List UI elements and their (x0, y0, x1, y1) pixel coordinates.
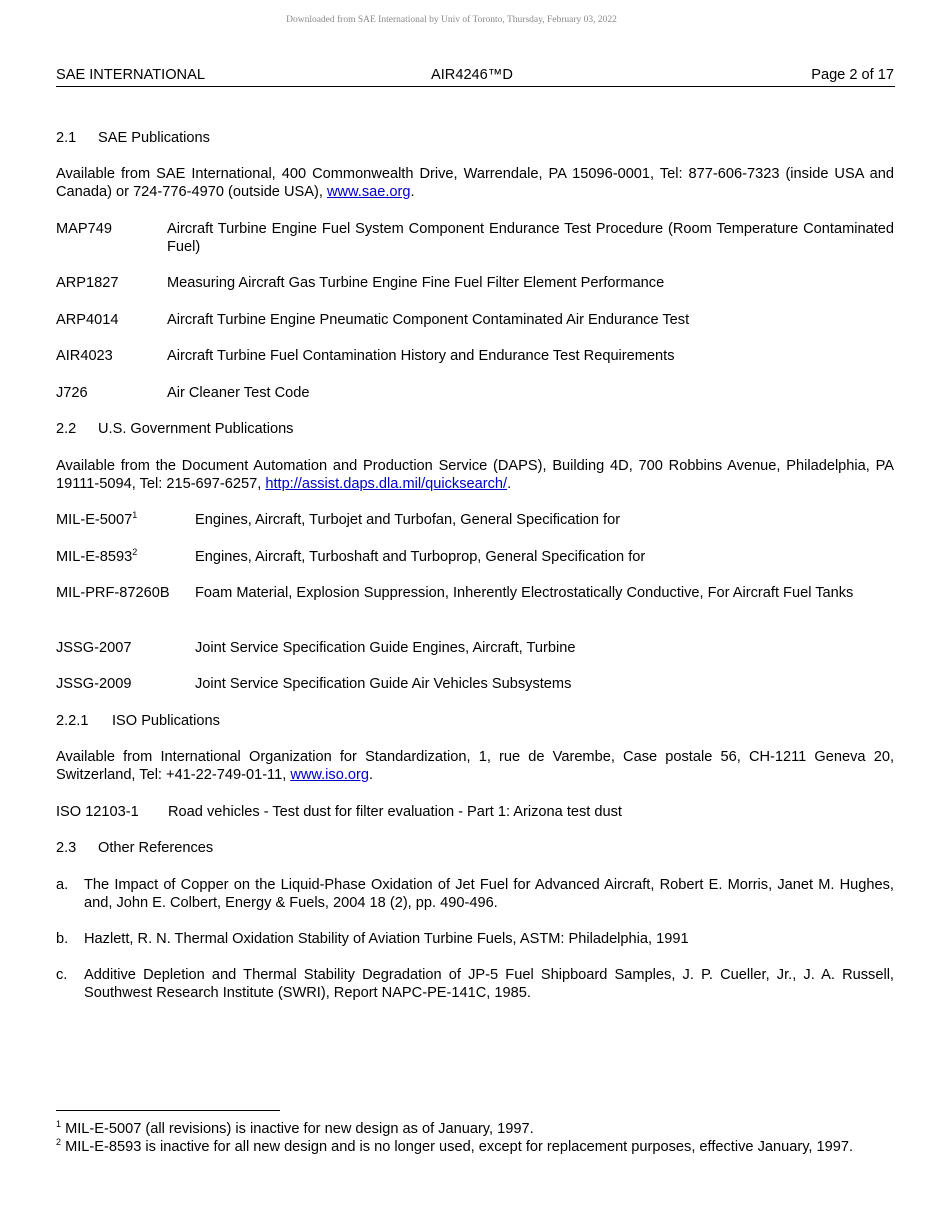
footnote-text: MIL-E-8593 is inactive for all new design and is no longer used, except for replacement purposes, effective January, 1997. (61, 1139, 854, 1155)
footnote-1 (56, 1120, 894, 1138)
reference-description: Aircraft Turbine Fuel Contamination History and Endurance Test Requirements (167, 348, 675, 364)
list-item-letter: b. (56, 931, 69, 947)
reference-code: MIL-PRF-87260B (56, 585, 170, 601)
reference-code: JSSG-2009 (56, 676, 132, 692)
reference-code-text: MIL-E-8593 (56, 549, 133, 565)
reference-code (56, 548, 137, 566)
reference-description: Joint Service Specification Guide Engines, Aircraft, Turbine (195, 640, 576, 656)
iso-link[interactable]: www.iso.org (290, 767, 369, 783)
reference-code: MAP749 (56, 221, 112, 237)
header-rule (56, 86, 895, 87)
list-item-letter: a. (56, 877, 69, 893)
iso-availability-paragraph (56, 748, 894, 784)
section-number: 2.1 (56, 130, 77, 146)
footnote-text: MIL-E-5007 (all revisions) is inactive for new design as of January, 1997. (61, 1121, 534, 1137)
reference-description: Air Cleaner Test Code (167, 385, 310, 401)
reference-description: Foam Material, Explosion Suppression, Inherently Electrostatically Conductive, For Aircraft Fuel Tanks (195, 585, 854, 601)
reference-row (56, 384, 894, 402)
section-heading-2-1 (56, 129, 894, 147)
reference-row (56, 639, 894, 657)
availability-end: . (368, 767, 374, 783)
reference-code-text: MIL-E-5007 (56, 512, 133, 528)
reference-row (56, 548, 894, 566)
list-item-text: Hazlett, R. N. Thermal Oxidation Stability of Aviation Turbine Fuels, ASTM: Philadelphia, 1991 (84, 931, 689, 947)
header-page-number: Page 2 of 17 (811, 67, 894, 83)
reference-row (56, 274, 894, 292)
reference-code: ARP1827 (56, 275, 119, 291)
reference-row (56, 675, 894, 693)
header-doc-number: AIR4246™D (431, 67, 513, 83)
reference-code: AIR4023 (56, 348, 113, 364)
availability-text: Available from the Document Automation and Production Service (DAPS), Building 4D, 700 Robbins Avenue, Philadelphia, PA 19111-5094, Tel: 215-697-6257, (56, 458, 894, 492)
list-item (56, 876, 894, 912)
reference-description: Engines, Aircraft, Turbojet and Turbofan, General Specification for (195, 512, 621, 528)
footnote-2 (56, 1138, 894, 1156)
availability-text: Available from International Organization for Standardization, 1, rue de Varembe, Case postale 56, CH-1211 Geneva 20, Switzerland, Tel: +41-22-749-01-11, (56, 749, 894, 783)
reference-code (56, 511, 137, 529)
footnote-number: 2 (56, 1137, 62, 1148)
list-item-letter: c. (56, 967, 68, 983)
reference-description: Aircraft Turbine Engine Pneumatic Component Contaminated Air Endurance Test (167, 312, 690, 328)
reference-row (56, 584, 894, 620)
header-publisher: SAE INTERNATIONAL (56, 67, 205, 83)
footnote-rule (56, 1110, 280, 1111)
sae-availability-paragraph (56, 165, 894, 201)
reference-row (56, 347, 894, 365)
footnote-number: 1 (56, 1119, 62, 1130)
daps-availability-paragraph (56, 457, 894, 493)
reference-row (56, 220, 894, 256)
section-title: U.S. Government Publications (98, 421, 294, 437)
availability-end: . (410, 184, 415, 200)
section-title: ISO Publications (112, 713, 220, 729)
reference-code: JSSG-2007 (56, 640, 132, 656)
section-heading-2-2-1 (56, 712, 894, 730)
reference-description: Road vehicles - Test dust for filter evaluation - Part 1: Arizona test dust (168, 804, 622, 820)
section-title: SAE Publications (98, 130, 210, 146)
reference-description: Aircraft Turbine Engine Fuel System Component Endurance Test Procedure (Room Temperature Contaminated Fuel) (167, 221, 894, 255)
reference-row (56, 803, 894, 821)
list-item (56, 966, 894, 1002)
section-number: 2.3 (56, 840, 77, 856)
list-item-text: Additive Depletion and Thermal Stability Degradation of JP-5 Fuel Shipboard Samples, J. P. Cueller, Jr., J. A. Russell, Southwest Research Institute (SWRI), Report NAPC-PE-141C, 1985. (84, 967, 894, 1001)
section-number: 2.2 (56, 421, 77, 437)
assist-link[interactable]: http://assist.daps.dla.mil/quicksearch/ (265, 476, 508, 492)
reference-description: Joint Service Specification Guide Air Vehicles Subsystems (195, 676, 572, 692)
section-heading-2-2 (56, 420, 894, 438)
list-item (56, 930, 894, 948)
footnote-marker[interactable]: 2 (132, 547, 138, 558)
list-item-text: The Impact of Copper on the Liquid-Phase Oxidation of Jet Fuel for Advanced Aircraft, Robert E. Morris, Janet M. Hughes, and, John E. Colbert, Energy & Fuels, 2004 18 (2), pp. 490-496. (84, 877, 894, 911)
section-number: 2.2.1 (56, 713, 89, 729)
footnote-marker[interactable]: 1 (132, 510, 138, 521)
section-heading-2-3 (56, 839, 894, 857)
reference-description: Measuring Aircraft Gas Turbine Engine Fine Fuel Filter Element Performance (167, 275, 665, 291)
sae-link[interactable]: www.sae.org (326, 184, 411, 200)
section-title: Other References (98, 840, 214, 856)
availability-text: Available from SAE International, 400 Commonwealth Drive, Warrendale, PA 15096-0001, Tel: 877-606-7323 (inside USA and Canada) or 724-776-4970 (outside USA), (56, 166, 894, 200)
reference-code: ARP4014 (56, 312, 119, 328)
reference-description: Engines, Aircraft, Turboshaft and Turboprop, General Specification for (195, 549, 646, 565)
download-note: Downloaded from SAE International by Univ of Toronto, Thursday, February 03, 2022 (286, 15, 617, 25)
reference-row (56, 311, 894, 329)
reference-code: J726 (56, 385, 88, 401)
availability-end: . (507, 476, 512, 492)
reference-code: ISO 12103-1 (56, 804, 139, 820)
reference-row (56, 511, 894, 529)
